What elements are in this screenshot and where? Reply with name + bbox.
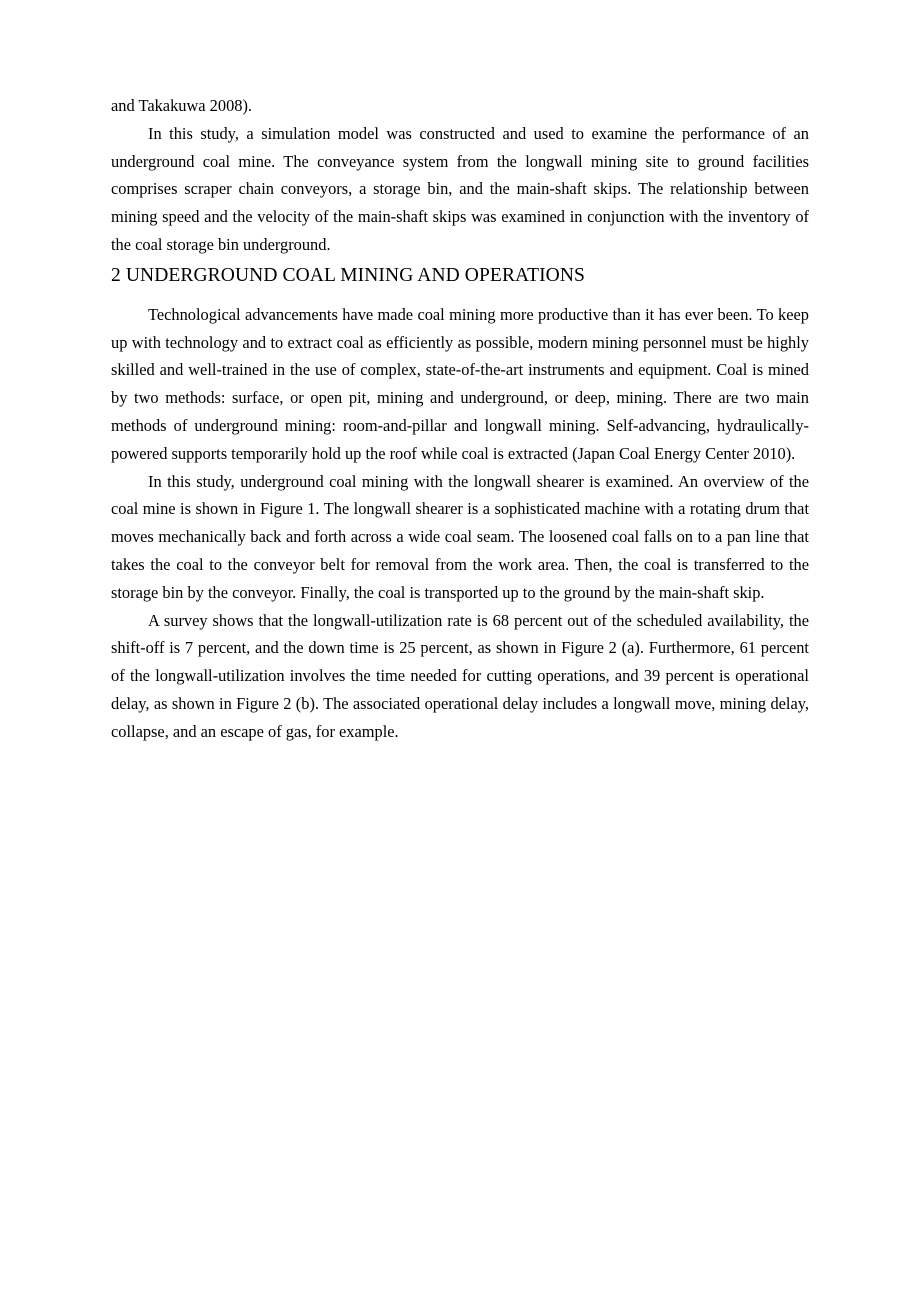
section-heading: 2 UNDERGROUND COAL MINING AND OPERATIONS xyxy=(111,264,585,286)
paragraph-continuation: and Takakuwa 2008). xyxy=(111,96,253,115)
paragraph-technology: Technological advancements have made coal mining more productive than it has ever been. To keep up with technology and to extract coal as efficiently as possible, modern mining personnel must be highly skilled and well-trained in the use of complex, state-of-the-art instruments and equipment. Coal is mined by two methods: surface, or open pit, mining and underground, or deep, mining. There are two main methods of underground mining: room-and-pillar and longwall mining. Self-advancing, hydraulically- powered supports temporarily hold up the roof while coal is extracted (Japan Coal Energy Center 2010). xyxy=(111,304,809,463)
paragraph-study-overview: In this study, a simulation model was constructed and used to examine the performance of an underground coal mine. The conveyance system from the longwall mining site to ground facilities comprises scraper chain conveyors, a storage bin, and the main-shaft skips. The relationship between mining speed and the velocity of the main-shaft skips was examined in conjunction with the inventory of the coal storage bin underground. xyxy=(111,123,809,254)
paragraph-survey: A survey shows that the longwall-utilization rate is 68 percent out of the scheduled availability, the shift-off is 7 percent, and the down time is 25 percent, as shown in Figure 2 (a). Furthermore, 61 percent of the longwall-utilization involves the time needed for cutting operations, and 39 percent is operational delay, as shown in Figure 2 (b). The associated operational delay includes a longwall move, mining delay, collapse, and an escape of gas, for example. xyxy=(111,610,809,741)
page-body xyxy=(111,92,809,746)
paragraph-longwall-shearer: In this study, underground coal mining with the longwall shearer is examined. An overview of the coal mine is shown in Figure 1. The longwall shearer is a sophisticated machine with a rotating drum that moves mechanically back and forth across a wide coal seam. The loosened coal falls on to a pan line that takes the coal to the conveyor belt for removal from the work area. Then, the coal is transferred to the storage bin by the conveyor. Finally, the coal is transported up to the ground by the main-shaft skip. xyxy=(111,471,809,602)
